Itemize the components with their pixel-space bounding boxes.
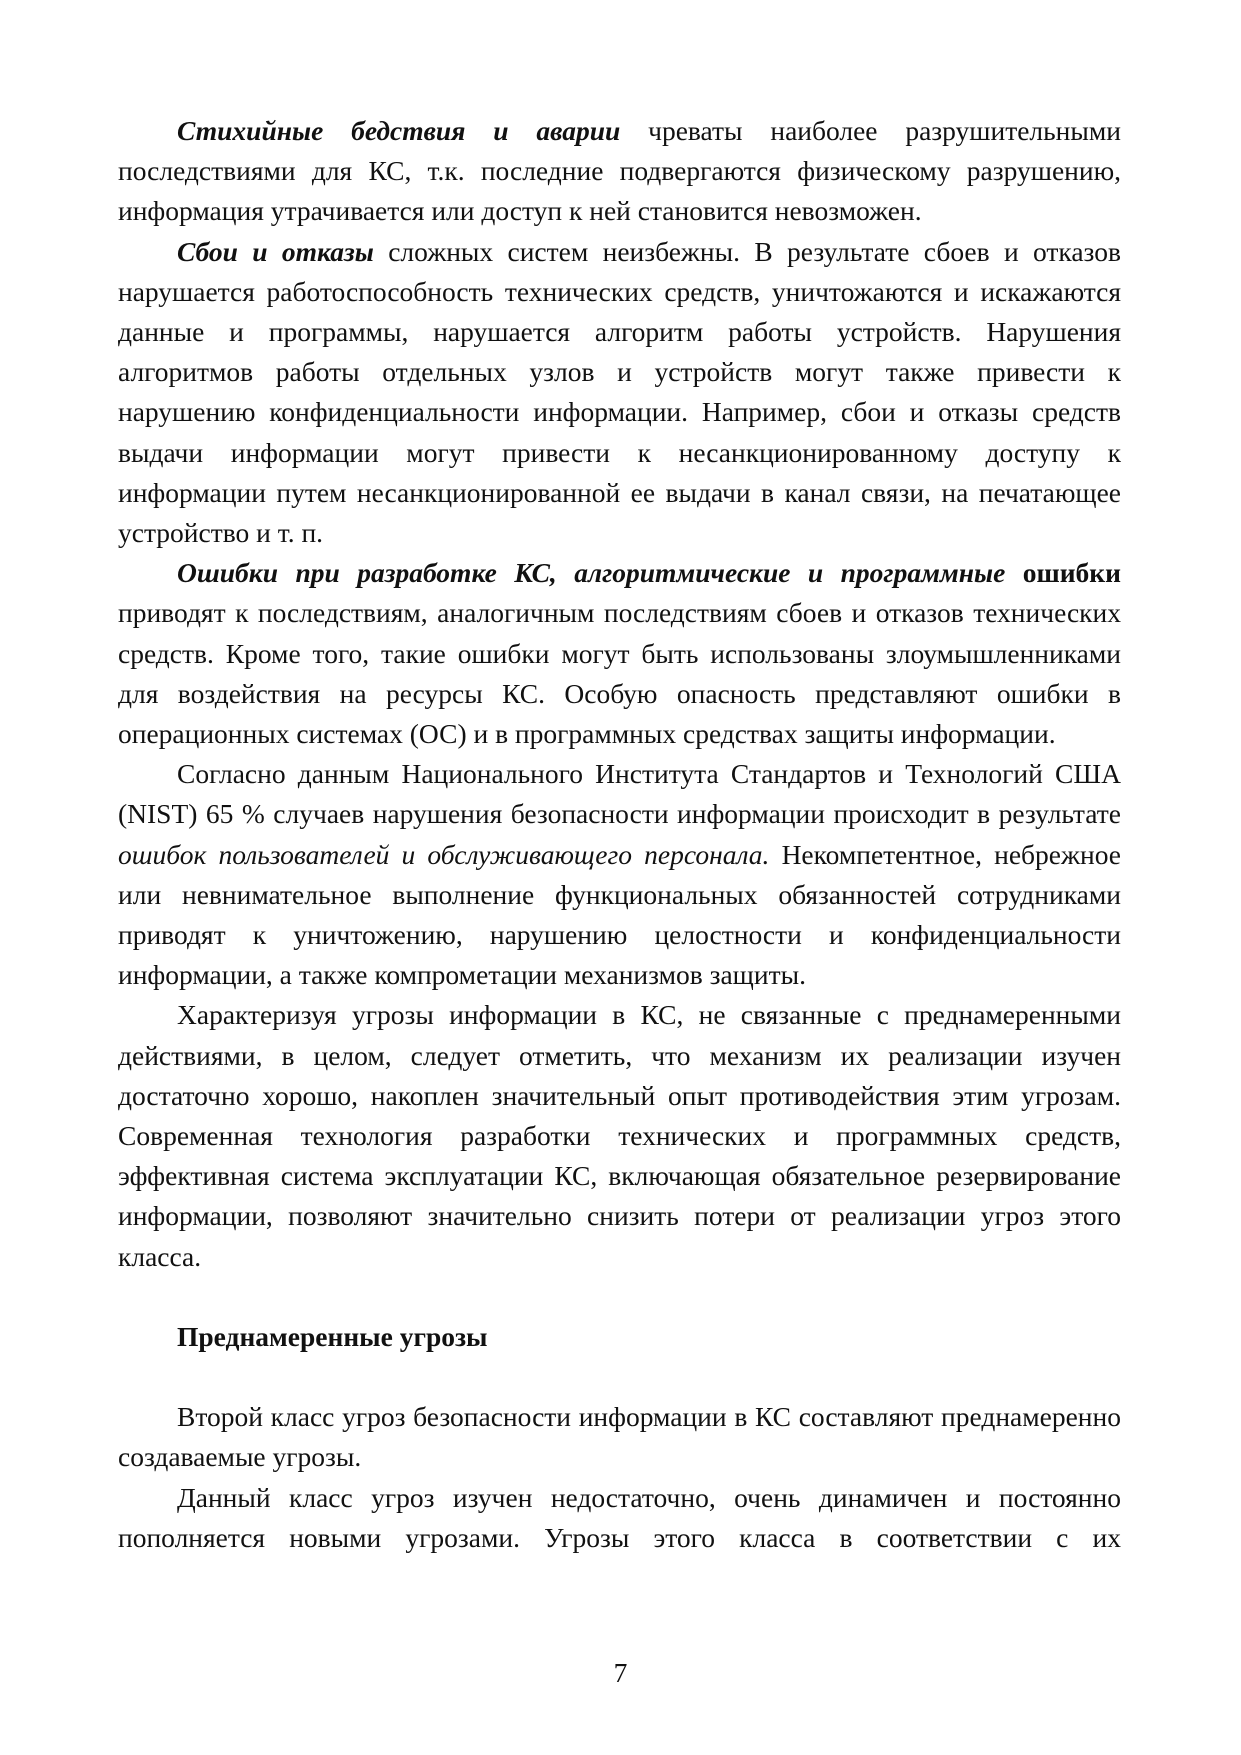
paragraph-development-errors bbox=[118, 553, 1121, 754]
term-failures: Сбои и отказы bbox=[177, 235, 374, 267]
term-natural-disasters: Стихийные бедствия и аварии bbox=[177, 115, 621, 146]
document-page bbox=[118, 111, 1121, 1558]
paragraph-text: чреваты наиболее разрушительными последствиями для КС, т.к. последние подвергаются физическому разрушению, информация утрачивается или доступ к ней становится невозможен. bbox=[118, 115, 1121, 227]
paragraph-text bbox=[1005, 557, 1022, 588]
term-development-errors: Ошибки при разработке КС, алгоритмические и программные bbox=[177, 557, 1006, 589]
paragraph-class-description bbox=[118, 1478, 1121, 1558]
paragraph-second-class bbox=[118, 1397, 1121, 1477]
paragraph-text: Второй класс угроз безопасности информации в КС составляют преднамеренно создаваемые угрозы. bbox=[118, 1401, 1121, 1473]
paragraph-text: Некомпетентное, небрежное или невнимательное выполнение функциональных обязанностей сотрудниками приводят к уничтожению, нарушению целостности и конфиденциальности информации, а также компрометации механизмов защиты. bbox=[118, 838, 1121, 991]
page-number: 7 bbox=[613, 1657, 628, 1688]
paragraph-text: Согласно данным Национального Института Стандартов и Технологий США (NIST) 65 % случаев нарушения безопасности информации происходит в результате bbox=[118, 758, 1121, 830]
term-errors: ошибки bbox=[1022, 557, 1122, 589]
section-heading: Преднамеренные угрозы bbox=[177, 1320, 488, 1352]
paragraph-text: Данный класс угроз изучен недостаточно, очень динамичен и постоянно пополняется новыми угрозами. Угрозы этого класса в соответствии с их bbox=[118, 1481, 1121, 1553]
paragraph-nist bbox=[118, 754, 1121, 995]
paragraph-failures bbox=[118, 232, 1121, 554]
paragraph-summary bbox=[118, 995, 1121, 1276]
paragraph-text: Характеризуя угрозы информации в КС, не связанные с преднамеренными действиями, в целом, следует отметить, что механизм их реализации изучен достаточно хорошо, накоплен значительный опыт противодействия этим угрозам. Современная технология разработки технических и программных средств, эффективная система эксплуатации КС, включающая обязательное резервирование информации, позволяют значительно снизить потери от реализации угроз этого класса. bbox=[118, 999, 1121, 1272]
term-user-errors: ошибок пользователей и обслуживающего персонала. bbox=[118, 838, 770, 870]
paragraph-natural-disasters bbox=[118, 111, 1121, 232]
paragraph-text: сложных систем неизбежны. В результате сбоев и отказов нарушается работоспособность технических средств, уничтожаются и искажаются данные и программы, нарушается алгоритм работы устройств. Нарушения алгоритмов работы отдельных узлов и устройств могут также привести к нарушению конфиденциальности информации. Например, сбои и отказы средств выдачи информации могут привести к несанкционированному доступу к информации путем несанкционированной ее выдачи в канал связи, на печатающее устройство и т. п. bbox=[118, 235, 1121, 549]
paragraph-text: приводят к последствиям, аналогичным последствиям сбоев и отказов технических средств. Кроме того, такие ошибки могут быть использованы злоумышленниками для воздействия на ресурсы КС. Особую опасность представляют ошибки в операционных системах (ОС) и в программных средствах защиты информации. bbox=[118, 597, 1121, 750]
